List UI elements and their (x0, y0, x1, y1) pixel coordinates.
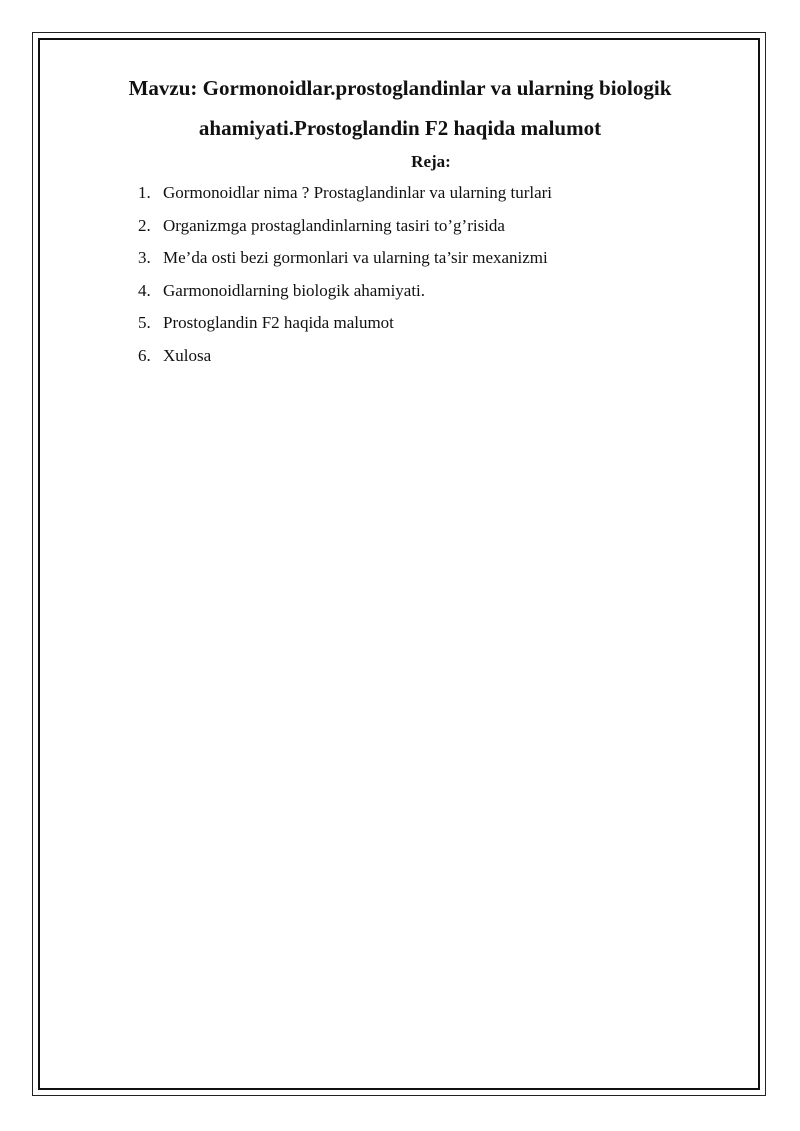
document-title-line-2: ahamiyati.Prostoglandin F2 haqida malumot (198, 116, 602, 140)
plan-item-number: 3. (138, 248, 151, 267)
plan-heading: Reja: (411, 152, 451, 171)
document-title-line-1: Mavzu: Gormonoidlar.prostoglandinlar va ularning biologik (128, 76, 672, 100)
plan-item-text: Garmonoidlarning biologik ahamiyati. (163, 280, 426, 300)
plan-item-number: 1. (138, 183, 151, 202)
plan-item-text: Prostoglandin F2 haqida malumot (163, 313, 394, 332)
plan-item-text: Me’da osti bezi gormonlari va ularning ta’sir mexanizmi (163, 248, 548, 267)
plan-item (138, 177, 552, 210)
plan-item (138, 307, 552, 340)
plan-item-number: 6. (138, 345, 151, 365)
plan-item-text: Organizmga prostaglandinlarning tasiri to’g’risida (163, 215, 505, 235)
plan-item (138, 275, 552, 308)
plan-item-number: 5. (138, 313, 151, 332)
plan-item-number: 4. (138, 280, 151, 300)
plan-item-text: Gormonoidlar nima ? Prostaglandinlar va ularning turlari (163, 183, 553, 202)
plan-item (138, 340, 552, 373)
plan-item-number: 2. (138, 215, 151, 235)
plan-item (138, 210, 552, 243)
plan-item (138, 242, 552, 275)
plan-list (138, 177, 552, 372)
plan-item-text: Xulosa (163, 345, 212, 365)
